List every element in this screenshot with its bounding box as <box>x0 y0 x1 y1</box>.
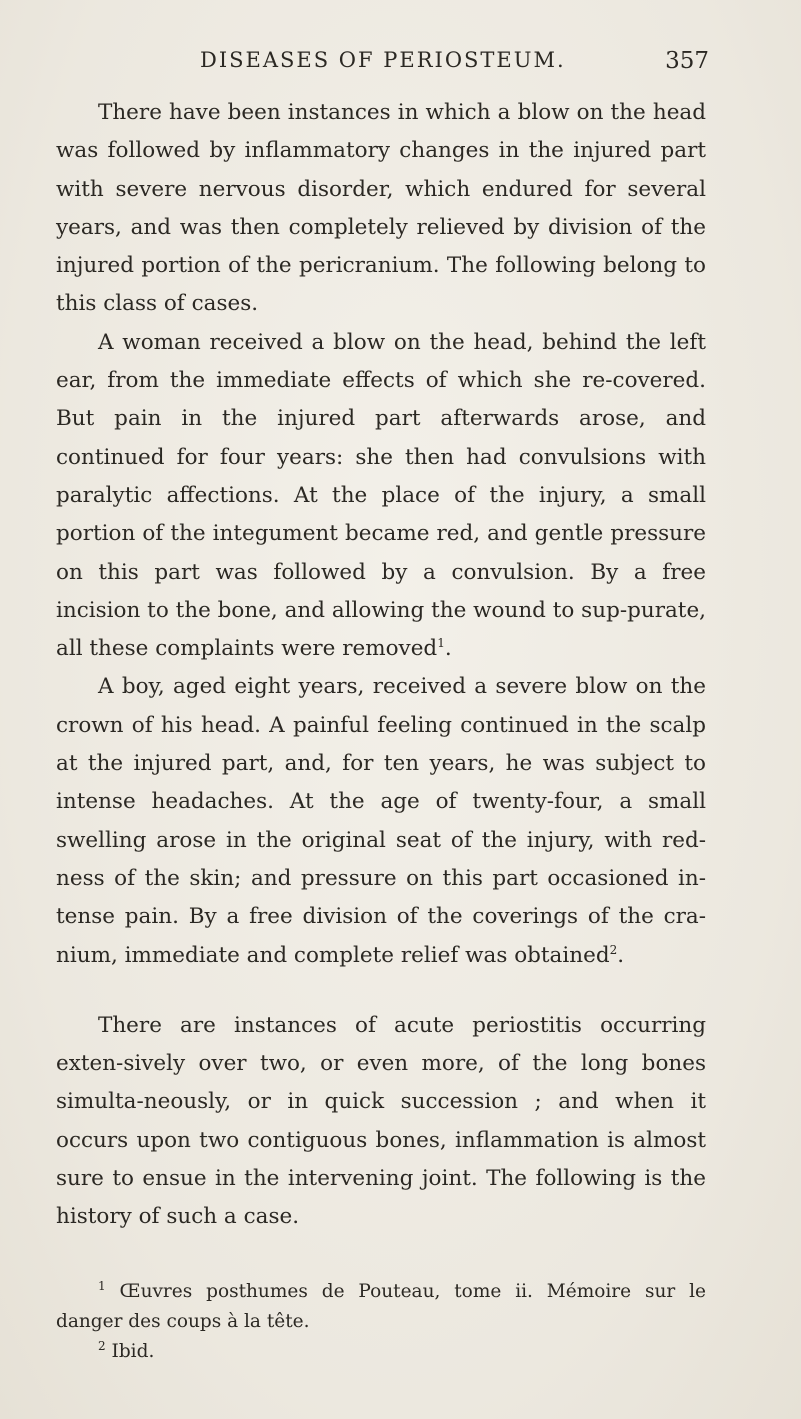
footnote-marker-2: 2 <box>98 1338 106 1353</box>
paragraph-3 <box>56 668 706 974</box>
footnote-ref-2: 2 <box>609 942 618 957</box>
paragraph-3-text: A boy, aged eight years, received a severe blow on the crown of his head. A painful feeling continued in the scalp at the injured part, and, for ten years, he was subject to intense headaches. At the age of twenty-four, a small swelling arose in the original seat of the injury, with red-ness of the skin; and pressure on this part occasioned in-tense pain. By a free division of the coverings of the cra-nium, immediate and complete relief was obtained <box>56 674 706 968</box>
paragraph-2-end: . <box>444 636 452 662</box>
page-number: 357 <box>665 48 709 74</box>
footnote-marker-1: 1 <box>98 1278 106 1293</box>
footnote-ref-1: 1 <box>437 636 445 650</box>
footnote-2 <box>56 1337 706 1367</box>
paragraph-3-end: . <box>617 942 625 968</box>
page-header <box>0 48 801 78</box>
paragraph-2-text: A woman received a blow on the head, behind the left ear, from the immediate effects of which she re-covered. But pain in the injured part afterwards arose, and continued for four years: she then had convulsions with paralytic affections. At the place of the injury, a small portion of the integument became red, and gentle pressure on this part was followed by a convulsion. By a free incision to the bone, and allowing the wound to sup-purate, all these complaints were removed <box>56 329 706 662</box>
footnote-text-1: Œuvres posthumes de Pouteau, tome ii. Mémoire sur le danger des coups à la tête. <box>56 1280 706 1332</box>
footnote-text-2: Ibid. <box>111 1340 155 1362</box>
body-text <box>56 94 706 1367</box>
paragraph-1: There have been instances in which a blow on the head was followed by inflammatory changes in the injured part with severe nervous disorder, which endured for several years, and was then completely relieved by division of the injured portion of the pericranium. The following belong to this class of cases. <box>56 100 706 317</box>
footnotes <box>56 1277 706 1367</box>
paragraph-2 <box>56 324 706 669</box>
paragraph-4: There are instances of acute periostitis occurring exten-sively over two, or even more, of the long bones simulta-neously, or in quick succession ; and when it occurs upon two contiguous bones, inflammation is almost sure to ensue in the intervening joint. The following is the history of such a case. <box>56 1012 706 1230</box>
footnote-1 <box>56 1277 706 1337</box>
running-head: DISEASES OF PERIOSTEUM. <box>200 48 566 72</box>
